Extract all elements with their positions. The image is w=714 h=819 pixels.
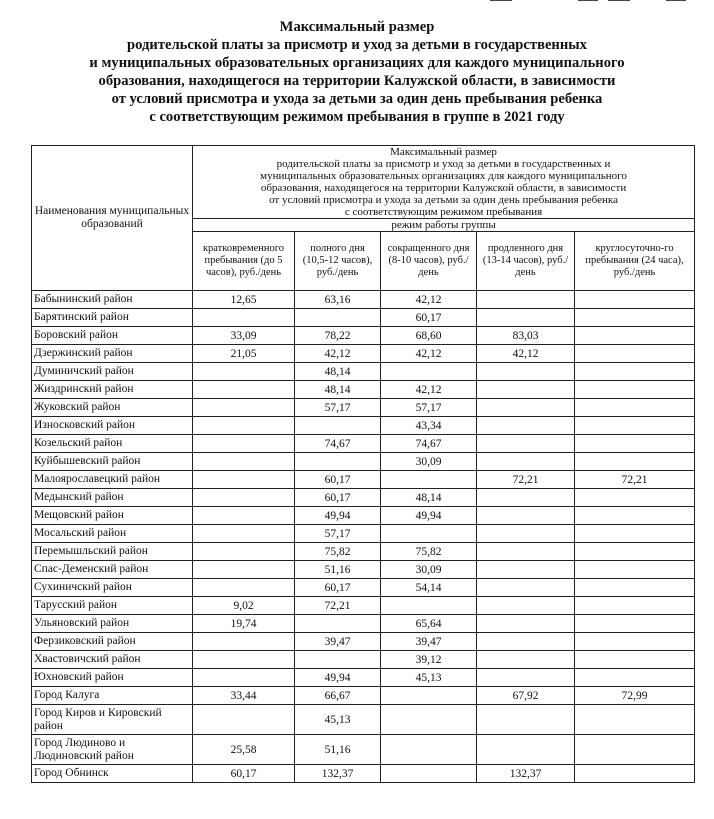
fee-value-cell <box>575 765 695 783</box>
fee-value-cell: 65,64 <box>381 615 477 633</box>
table-row <box>32 669 695 687</box>
fee-value-cell <box>295 417 381 435</box>
fee-value-cell: 51,16 <box>295 735 381 765</box>
fee-value-cell: 51,16 <box>295 561 381 579</box>
table-row <box>32 597 695 615</box>
fee-value-cell <box>575 489 695 507</box>
fee-value-cell: 19,74 <box>193 615 295 633</box>
fee-value-cell <box>193 435 295 453</box>
fee-value-cell: 60,17 <box>295 489 381 507</box>
fee-value-cell <box>477 363 575 381</box>
fee-value-cell <box>575 435 695 453</box>
fee-value-cell: 67,92 <box>477 687 575 705</box>
header-name-column: Наименования муниципальных образований <box>32 146 193 291</box>
municipality-name: Спас-Деменский район <box>32 561 193 579</box>
header-reduced-day: сокращенного дня (8-10 часов), руб./день <box>381 232 477 291</box>
fee-value-cell <box>193 633 295 651</box>
fee-value-cell: 132,37 <box>477 765 575 783</box>
fee-value-cell <box>193 525 295 543</box>
table-row <box>32 543 695 561</box>
table-row <box>32 579 695 597</box>
table-row <box>32 651 695 669</box>
municipality-name: Жуковский район <box>32 399 193 417</box>
fee-value-cell <box>477 435 575 453</box>
municipality-name: Тарусский район <box>32 597 193 615</box>
title-line: и муниципальных образовательных организациях для каждого муниципального <box>89 55 625 71</box>
fee-value-cell: 49,94 <box>295 669 381 687</box>
header-max-fee <box>193 146 695 219</box>
fee-value-cell <box>477 543 575 561</box>
fee-value-cell <box>477 705 575 735</box>
header-max-fee-line: образования, находящегося на территории Калужской области, в зависимости <box>260 182 627 194</box>
fee-value-cell <box>575 525 695 543</box>
title-line: родительской платы за присмотр и уход за детьми в государственных <box>127 37 587 53</box>
fee-value-cell: 78,22 <box>295 327 381 345</box>
fee-value-cell: 42,12 <box>295 345 381 363</box>
fee-value-cell: 57,17 <box>381 399 477 417</box>
header-short-stay: кратковременного пребывания (до 5 часов), руб./день <box>193 232 295 291</box>
fee-value-cell: 25,58 <box>193 735 295 765</box>
header-full-day: полного дня (10,5-12 часов), руб./день <box>295 232 381 291</box>
fee-value-cell <box>295 453 381 471</box>
fee-value-cell <box>193 579 295 597</box>
table-row <box>32 735 695 765</box>
fee-value-cell: 72,99 <box>575 687 695 705</box>
table-body <box>32 291 695 783</box>
fee-value-cell <box>381 525 477 543</box>
fee-value-cell <box>477 381 575 399</box>
header-max-fee-line: с соответствующим режимом пребывания <box>344 206 543 218</box>
fee-value-cell <box>193 489 295 507</box>
municipality-name: Мещовский район <box>32 507 193 525</box>
table-row <box>32 525 695 543</box>
fee-value-cell: 74,67 <box>381 435 477 453</box>
fee-value-cell <box>575 615 695 633</box>
fee-value-cell: 66,67 <box>295 687 381 705</box>
table-row <box>32 507 695 525</box>
table-row <box>32 291 695 309</box>
fee-value-cell: 60,17 <box>295 579 381 597</box>
fee-value-cell <box>477 579 575 597</box>
fee-value-cell: 60,17 <box>381 309 477 327</box>
fee-value-cell: 33,09 <box>193 327 295 345</box>
municipality-name: Медынский район <box>32 489 193 507</box>
municipality-name: Мосальский район <box>32 525 193 543</box>
fee-value-cell: 49,94 <box>381 507 477 525</box>
fee-value-cell <box>193 561 295 579</box>
municipality-name: Ульяновский район <box>32 615 193 633</box>
fee-value-cell: 45,13 <box>295 705 381 735</box>
fee-value-cell: 30,09 <box>381 453 477 471</box>
fee-value-cell <box>193 471 295 489</box>
table-row <box>32 363 695 381</box>
fee-value-cell <box>477 651 575 669</box>
fee-value-cell <box>193 705 295 735</box>
fee-value-cell <box>575 291 695 309</box>
table-row <box>32 309 695 327</box>
fee-value-cell: 83,03 <box>477 327 575 345</box>
table-row <box>32 399 695 417</box>
fee-value-cell: 57,17 <box>295 525 381 543</box>
municipality-name: Перемышльский район <box>32 543 193 561</box>
fee-value-cell <box>381 363 477 381</box>
fee-value-cell: 54,14 <box>381 579 477 597</box>
fee-value-cell: 39,47 <box>381 633 477 651</box>
fee-value-cell <box>477 669 575 687</box>
municipality-name: Жиздринский район <box>32 381 193 399</box>
document-title <box>0 18 714 126</box>
municipality-name: Город Людиново и Людиновский район <box>32 735 193 765</box>
fee-value-cell <box>575 399 695 417</box>
header-max-fee-line: муниципальных образовательных организациях для каждого муниципального <box>260 170 627 182</box>
fee-value-cell <box>193 399 295 417</box>
fee-value-cell: 74,67 <box>295 435 381 453</box>
fee-value-cell: 30,09 <box>381 561 477 579</box>
top-edge-marks <box>490 0 690 4</box>
fee-value-cell <box>477 417 575 435</box>
municipality-name: Хвастовичский район <box>32 651 193 669</box>
fee-value-cell: 12,65 <box>193 291 295 309</box>
fee-value-cell <box>193 309 295 327</box>
fee-value-cell <box>477 597 575 615</box>
table-row <box>32 453 695 471</box>
fee-value-cell: 48,14 <box>295 363 381 381</box>
fee-value-cell <box>477 735 575 765</box>
municipality-name: Износковский район <box>32 417 193 435</box>
fee-value-cell <box>193 381 295 399</box>
fee-value-cell: 75,82 <box>381 543 477 561</box>
municipality-name: Козельский район <box>32 435 193 453</box>
table-row <box>32 471 695 489</box>
fee-value-cell: 72,21 <box>575 471 695 489</box>
fee-value-cell <box>381 687 477 705</box>
fee-value-cell <box>575 597 695 615</box>
fee-value-cell: 42,12 <box>381 345 477 363</box>
table-row <box>32 633 695 651</box>
fee-value-cell <box>477 309 575 327</box>
fee-value-cell <box>193 507 295 525</box>
municipality-name: Барятинский район <box>32 309 193 327</box>
fee-value-cell <box>575 705 695 735</box>
title-line: от условий присмотра и ухода за детьми за один день пребывания ребенка <box>111 91 603 107</box>
header-max-fee-line: Максимальный размер <box>390 146 497 158</box>
fee-value-cell: 45,13 <box>381 669 477 687</box>
title-line: с соответствующим режимом пребывания в группе в 2021 году <box>149 109 565 125</box>
fee-value-cell <box>575 507 695 525</box>
table-row <box>32 561 695 579</box>
fee-value-cell: 21,05 <box>193 345 295 363</box>
municipality-name: Город Киров и Кировский район <box>32 705 193 735</box>
fee-value-cell: 60,17 <box>193 765 295 783</box>
table-row <box>32 327 695 345</box>
fee-value-cell <box>575 543 695 561</box>
fee-value-cell: 42,12 <box>477 345 575 363</box>
fee-value-cell <box>575 633 695 651</box>
fee-value-cell <box>477 525 575 543</box>
fee-value-cell <box>575 669 695 687</box>
fee-value-cell <box>575 381 695 399</box>
municipality-name: Сухиничский район <box>32 579 193 597</box>
municipality-name: Юхновский район <box>32 669 193 687</box>
fee-value-cell <box>575 345 695 363</box>
fee-value-cell: 42,12 <box>381 291 477 309</box>
fee-value-cell: 48,14 <box>381 489 477 507</box>
fee-value-cell <box>381 765 477 783</box>
fee-value-cell <box>477 615 575 633</box>
fee-value-cell <box>381 471 477 489</box>
fee-value-cell: 72,21 <box>477 471 575 489</box>
fee-value-cell <box>477 633 575 651</box>
title-line: Максимальный размер <box>279 19 435 35</box>
fee-value-cell <box>193 453 295 471</box>
fee-value-cell: 68,60 <box>381 327 477 345</box>
fee-value-cell <box>477 561 575 579</box>
fee-value-cell: 132,37 <box>295 765 381 783</box>
fee-value-cell <box>575 561 695 579</box>
header-group-mode: режим работы группы <box>193 219 695 232</box>
header-max-fee-line: от условий присмотра и ухода за детьми за один день пребывания ребенка <box>269 194 618 206</box>
municipality-name: Куйбышевский район <box>32 453 193 471</box>
table-row <box>32 489 695 507</box>
fee-value-cell <box>295 309 381 327</box>
fee-value-cell <box>381 597 477 615</box>
header-max-fee-line: родительской платы за присмотр и уход за детьми в государственных и <box>276 158 611 170</box>
table-row <box>32 765 695 783</box>
table-row <box>32 345 695 363</box>
fee-value-cell: 9,02 <box>193 597 295 615</box>
municipality-name: Малоярославецкий район <box>32 471 193 489</box>
table-row <box>32 705 695 735</box>
fee-value-cell: 57,17 <box>295 399 381 417</box>
fee-value-cell <box>575 309 695 327</box>
table-row <box>32 417 695 435</box>
fee-value-cell: 33,44 <box>193 687 295 705</box>
municipality-name: Город Калуга <box>32 687 193 705</box>
fee-value-cell: 39,47 <box>295 633 381 651</box>
fee-value-cell <box>575 363 695 381</box>
municipality-name: Дзержинский район <box>32 345 193 363</box>
fee-value-cell <box>575 651 695 669</box>
fee-value-cell <box>193 417 295 435</box>
fee-value-cell <box>477 399 575 417</box>
fee-value-cell <box>381 705 477 735</box>
municipality-name: Ферзиковский район <box>32 633 193 651</box>
fee-value-cell <box>295 651 381 669</box>
header-extended-day: продленного дня (13-14 часов), руб./день <box>477 232 575 291</box>
fee-value-cell <box>477 291 575 309</box>
table-row <box>32 687 695 705</box>
fee-value-cell <box>477 507 575 525</box>
municipality-name: Думиничский район <box>32 363 193 381</box>
fee-value-cell <box>575 579 695 597</box>
fee-value-cell <box>193 543 295 561</box>
fee-value-cell <box>193 651 295 669</box>
fee-value-cell: 43,34 <box>381 417 477 435</box>
fee-value-cell: 72,21 <box>295 597 381 615</box>
fee-value-cell <box>295 615 381 633</box>
fee-value-cell: 48,14 <box>295 381 381 399</box>
fee-value-cell: 75,82 <box>295 543 381 561</box>
municipality-name: Бабынинский район <box>32 291 193 309</box>
fee-value-cell <box>193 363 295 381</box>
table-row <box>32 381 695 399</box>
fee-value-cell <box>575 453 695 471</box>
title-line: образования, находящегося на территории Калужской области, в зависимости <box>98 73 616 89</box>
fee-value-cell: 42,12 <box>381 381 477 399</box>
fee-value-cell <box>575 417 695 435</box>
fee-value-cell: 63,16 <box>295 291 381 309</box>
fee-value-cell <box>575 735 695 765</box>
table-row <box>32 435 695 453</box>
municipality-name: Боровский район <box>32 327 193 345</box>
fee-value-cell <box>193 669 295 687</box>
fee-value-cell <box>477 453 575 471</box>
municipality-name: Город Обнинск <box>32 765 193 783</box>
fee-table <box>31 145 695 783</box>
table-row <box>32 615 695 633</box>
fee-value-cell <box>575 327 695 345</box>
fee-value-cell: 49,94 <box>295 507 381 525</box>
header-round-the-clock: круглосуточно-го пребывания (24 часа), руб./день <box>575 232 695 291</box>
fee-value-cell <box>477 489 575 507</box>
fee-value-cell: 39,12 <box>381 651 477 669</box>
fee-value-cell <box>381 735 477 765</box>
fee-value-cell: 60,17 <box>295 471 381 489</box>
